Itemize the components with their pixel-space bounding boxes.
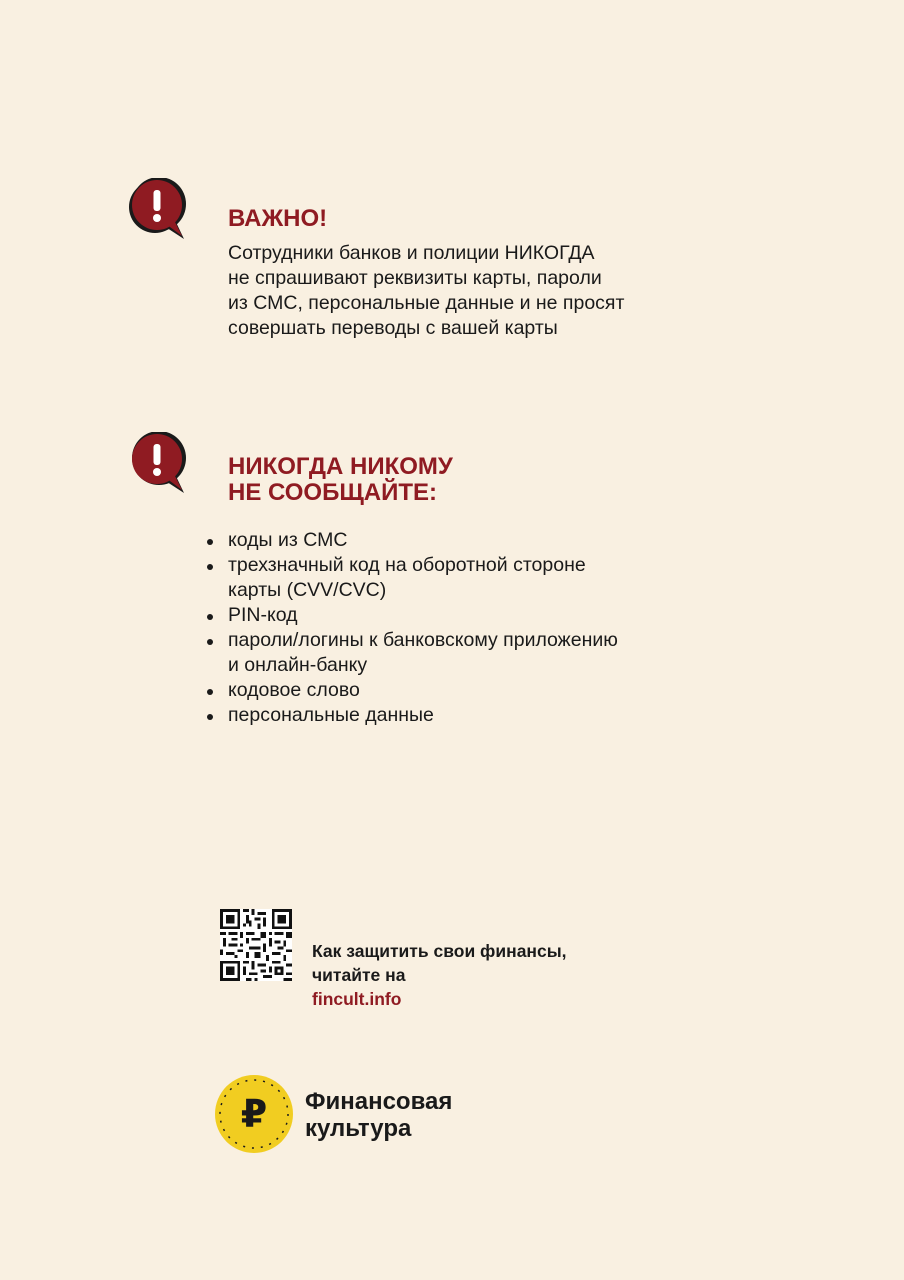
exclamation-speech-bubble-icon: [126, 178, 192, 244]
list-item-text: карты (CVV/CVC): [228, 579, 387, 601]
never-share-list: [204, 528, 704, 728]
list-item: [204, 628, 704, 678]
list-item: [204, 553, 704, 603]
ruble-coin-logo-icon: [214, 1074, 294, 1154]
list-item: [204, 528, 704, 553]
never-heading-line: НЕ СООБЩАЙТЕ:: [228, 479, 438, 506]
brand-line2: культура: [305, 1115, 412, 1142]
qr-caption-line2: [312, 963, 567, 1011]
list-item: [204, 678, 704, 703]
list-item-text: пароли/логины к банковскому приложению: [228, 629, 618, 651]
qr-caption-prefix: читайте на: [312, 965, 411, 985]
important-body-line: не спрашивают реквизиты карты, пароли: [228, 267, 602, 289]
list-item-text: и онлайн-банку: [228, 654, 368, 676]
never-heading-line: НИКОГДА НИКОМУ: [228, 453, 453, 480]
important-heading: ВАЖНО!: [228, 205, 328, 232]
important-body: [228, 241, 698, 341]
important-body-line: из СМС, персональные данные и не просят: [228, 292, 625, 314]
qr-caption: [312, 939, 567, 1011]
never-heading: [228, 454, 453, 506]
brand-line1: Финансовая: [305, 1088, 453, 1115]
list-item-text: кодовое слово: [228, 679, 360, 701]
exclamation-speech-bubble-icon: [126, 432, 192, 498]
ruble-symbol: ₽: [240, 1092, 268, 1136]
list-item-text: персональные данные: [228, 704, 434, 726]
list-item: [204, 603, 704, 628]
list-item-text: PIN-код: [228, 604, 298, 626]
list-item-text: трехзначный код на оборотной стороне: [228, 554, 586, 576]
important-body-line: Сотрудники банков и полиции НИКОГДА: [228, 242, 595, 264]
list-item-text: коды из СМС: [228, 529, 348, 551]
list-item: [204, 703, 704, 728]
qr-code-icon[interactable]: [220, 909, 292, 981]
qr-caption-line1: Как защитить свои финансы,: [312, 941, 567, 961]
brand-name: [305, 1088, 452, 1142]
important-body-line: совершать переводы с вашей карты: [228, 317, 558, 339]
fincult-link[interactable]: fincult.info: [312, 989, 402, 1009]
